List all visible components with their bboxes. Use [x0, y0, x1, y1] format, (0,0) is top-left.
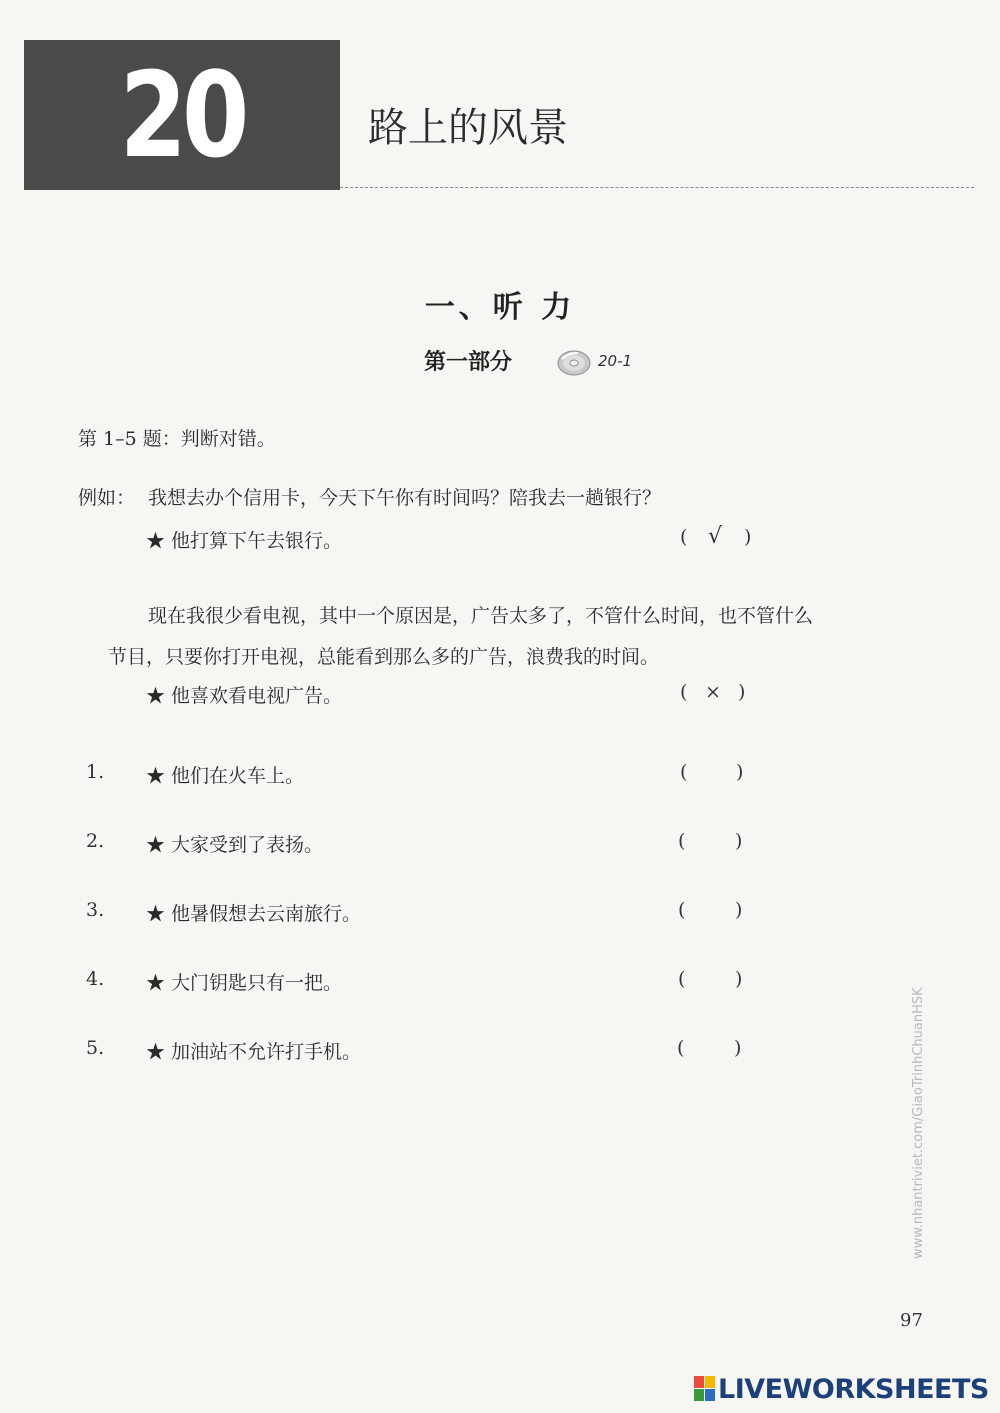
question-statement: ★ 大家受到了表扬。 — [146, 834, 324, 856]
answer-open-paren: ( — [680, 681, 688, 703]
answer-input-2[interactable] — [696, 827, 730, 853]
liveworksheets-logo-icon — [694, 1376, 716, 1402]
lesson-title: 路上的风景 — [368, 105, 568, 151]
instructions: 第 1–5 题：判断对错。 — [78, 428, 276, 450]
part-title: 第一部分 — [424, 349, 513, 375]
example2-line2: 节目，只要你打开电视，总能看到那么多的广告，浪费我的时间。 — [108, 646, 660, 668]
answer-open-paren: ( — [677, 1037, 685, 1059]
question-statement: ★ 大门钥匙只有一把。 — [146, 972, 343, 994]
answer-cross-mark: × — [705, 681, 721, 703]
track-label: 20-1 — [598, 352, 633, 370]
answer-close-paren: ) — [734, 1037, 742, 1059]
question-number: 3. — [86, 899, 105, 921]
answer-close-paren: ) — [738, 681, 746, 703]
audio-cd-icon[interactable] — [556, 347, 592, 377]
example2-statement: ★ 他喜欢看电视广告。 — [146, 685, 343, 707]
side-watermark: www.nhantriviet.com/GiaoTrinhChuanHSK — [911, 987, 926, 1259]
answer-input-4[interactable] — [696, 965, 730, 991]
answer-input-5[interactable] — [695, 1034, 729, 1060]
answer-open-paren: ( — [678, 830, 686, 852]
example-prefix: 例如： — [78, 487, 136, 509]
answer-check-mark: √ — [708, 524, 723, 549]
lesson-number: 20 — [119, 46, 245, 184]
question-statement: ★ 他们在火车上。 — [146, 765, 305, 787]
question-number: 2. — [86, 830, 105, 852]
answer-open-paren: ( — [678, 968, 686, 990]
example-sentence: 我想去办个信用卡，今天下午你有时间吗？陪我去一趟银行？ — [148, 487, 662, 509]
answer-close-paren: ) — [736, 761, 744, 783]
answer-input-3[interactable] — [696, 896, 730, 922]
answer-close-paren: ) — [744, 526, 752, 548]
question-statement: ★ 他暑假想去云南旅行。 — [146, 903, 362, 925]
question-number: 1. — [86, 761, 105, 783]
liveworksheets-brand[interactable]: LIVEWORKSHEETS — [718, 1374, 989, 1405]
page-number: 97 — [900, 1310, 923, 1331]
question-number: 5. — [86, 1037, 105, 1059]
answer-open-paren: ( — [680, 761, 688, 783]
answer-open-paren: ( — [680, 526, 688, 548]
answer-close-paren: ) — [735, 968, 743, 990]
question-number: 4. — [86, 968, 105, 990]
example-statement: ★ 他打算下午去银行。 — [146, 530, 343, 552]
answer-input-1[interactable] — [698, 758, 732, 784]
answer-close-paren: ) — [735, 830, 743, 852]
title-divider — [340, 187, 974, 188]
answer-open-paren: ( — [678, 899, 686, 921]
example2-line1: 现在我很少看电视，其中一个原因是，广告太多了，不管什么时间，也不管什么 — [148, 605, 814, 627]
section-title: 一、听 力 — [424, 290, 576, 325]
answer-close-paren: ) — [735, 899, 743, 921]
question-statement: ★ 加油站不允许打手机。 — [146, 1041, 362, 1063]
